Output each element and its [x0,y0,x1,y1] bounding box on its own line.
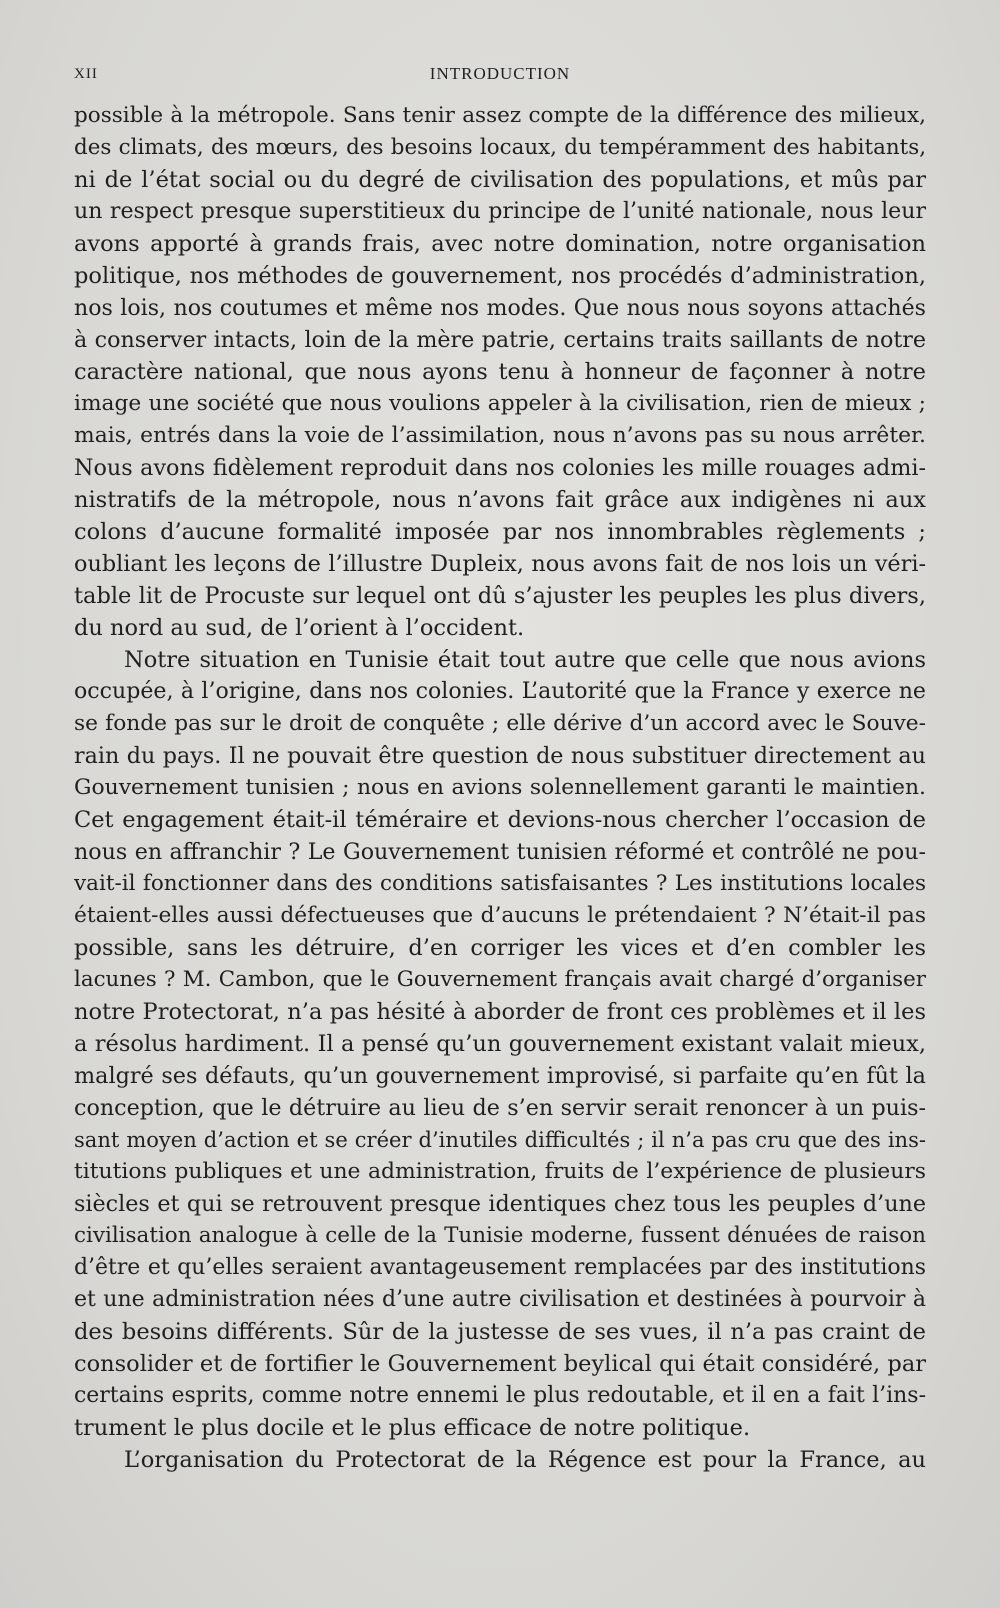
text-line: image une société que nous voulions appeler à la civilisation, rien de mieux ; [74,391,926,416]
text-line: malgré ses défauts, qu’un gouvernement improvisé, si parfaite qu’en fût la [74,1063,926,1089]
text-line: nistratifs de la métropole, nous n’avons fait grâce aux indigènes ni aux [74,487,926,513]
body-text [74,100,926,1476]
text-line: vait-il fonctionner dans des conditions satisfaisantes ? Les institutions locales [74,871,926,896]
page-number: XII [74,66,98,82]
text-line: à conserver intacts, loin de la mère patrie, certains traits saillants de notre [74,327,926,353]
text-line: consolider et de fortifier le Gouvernement beylical qui était considéré, par [74,1351,926,1377]
text-line: colons d’aucune formalité imposée par nos innombrables règlements ; [74,519,926,545]
text-line: notre Protectorat, n’a pas hésité à aborder de front ces problèmes et il les [74,999,926,1025]
text-line: occupée, à l’origine, dans nos colonies. L’autorité que la France y exerce ne [74,679,926,704]
text-line: civilisation analogue à celle de la Tunisie moderne, fussent dénuées de raison [74,1223,926,1248]
text-line: des climats, des mœurs, des besoins locaux, du tempéramment des habitants, [74,135,926,160]
text-line: nous en affranchir ? Le Gouvernement tunisien réformé et contrôlé ne pou- [74,839,926,865]
text-line: possible à la métropole. Sans tenir assez compte de la différence des milieux, [74,103,926,128]
text-line: sant moyen d’action et se créer d’inutiles difficultés ; il n’a pas cru que des ins- [74,1127,926,1152]
text-line: avons apporté à grands frais, avec notre domination, notre organisation [74,231,926,257]
text-line: Cet engagement était-il téméraire et devions-nous chercher l’occasion de [74,807,926,833]
text-line: L’organisation du Protectorat de la Régence est pour la France, au [124,1447,926,1473]
text-line: trument le plus docile et le plus efficace de notre politique. [74,1415,751,1441]
text-line: du nord au sud, de l’orient à l’occident. [74,615,525,641]
text-line: oubliant les leçons de l’illustre Dupleix, nous avons fait de nos lois un véri- [74,551,926,577]
text-line: politique, nos méthodes de gouvernement, nos procédés d’administration, [74,263,926,289]
running-head [74,64,926,88]
running-title: INTRODUCTION [429,64,571,83]
text-line: siècles et qui se retrouvent presque identiques chez tous les peuples d’une [74,1191,926,1217]
text-line: a résolus hardiment. Il a pensé qu’un gouvernement existant valait mieux, [74,1031,926,1057]
text-line: des besoins différents. Sûr de la justesse de ses vues, il n’a pas craint de [74,1319,926,1345]
text-line: Nous avons fidèlement reproduit dans nos colonies les mille rouages admi- [74,455,926,481]
text-line: table lit de Procuste sur lequel ont dû s’ajuster les peuples les plus divers, [74,583,926,609]
text-line: et une administration nées d’une autre civilisation et destinées à pourvoir à [74,1287,926,1312]
text-line: Notre situation en Tunisie était tout autre que celle que nous avions [124,647,926,673]
text-line: étaient-elles aussi défectueuses que d’aucuns le prétendaient ? N’était-il pas [74,903,926,928]
text-line: caractère national, que nous ayons tenu à honneur de façonner à notre [74,359,926,385]
text-line: un respect presque superstitieux du principe de l’unité nationale, nous leur [74,199,926,224]
text-line: nos lois, nos coutumes et même nos modes. Que nous nous soyons attachés [74,295,926,321]
text-line: d’être et qu’elles seraient avantageusement remplacées par des institutions [74,1255,926,1280]
text-line: mais, entrés dans la voie de l’assimilation, nous n’avons pas su nous arrêter. [74,423,926,448]
text-line: rain du pays. Il ne pouvait être question de nous substituer directement au [74,743,926,769]
text-line: ni de l’état social ou du degré de civilisation des populations, et mûs par [74,167,926,193]
text-line: possible, sans les détruire, d’en corriger les vices et d’en combler les [74,935,926,961]
text-line: Gouvernement tunisien ; nous en avions solennellement garanti le maintien. [74,775,926,800]
text-line: certains esprits, comme notre ennemi le plus redoutable, et il en a fait l’ins- [74,1383,926,1408]
text-line: se fonde pas sur le droit de conquête ; elle dérive d’un accord avec le Souve- [74,711,926,736]
text-line: titutions publiques et une administration, fruits de l’expérience de plusieurs [74,1159,926,1184]
text-line: conception, que le détruire au lieu de s’en servir serait renoncer à un puis- [74,1095,926,1121]
text-line: lacunes ? M. Cambon, que le Gouvernement français avait chargé d’organiser [74,967,926,992]
